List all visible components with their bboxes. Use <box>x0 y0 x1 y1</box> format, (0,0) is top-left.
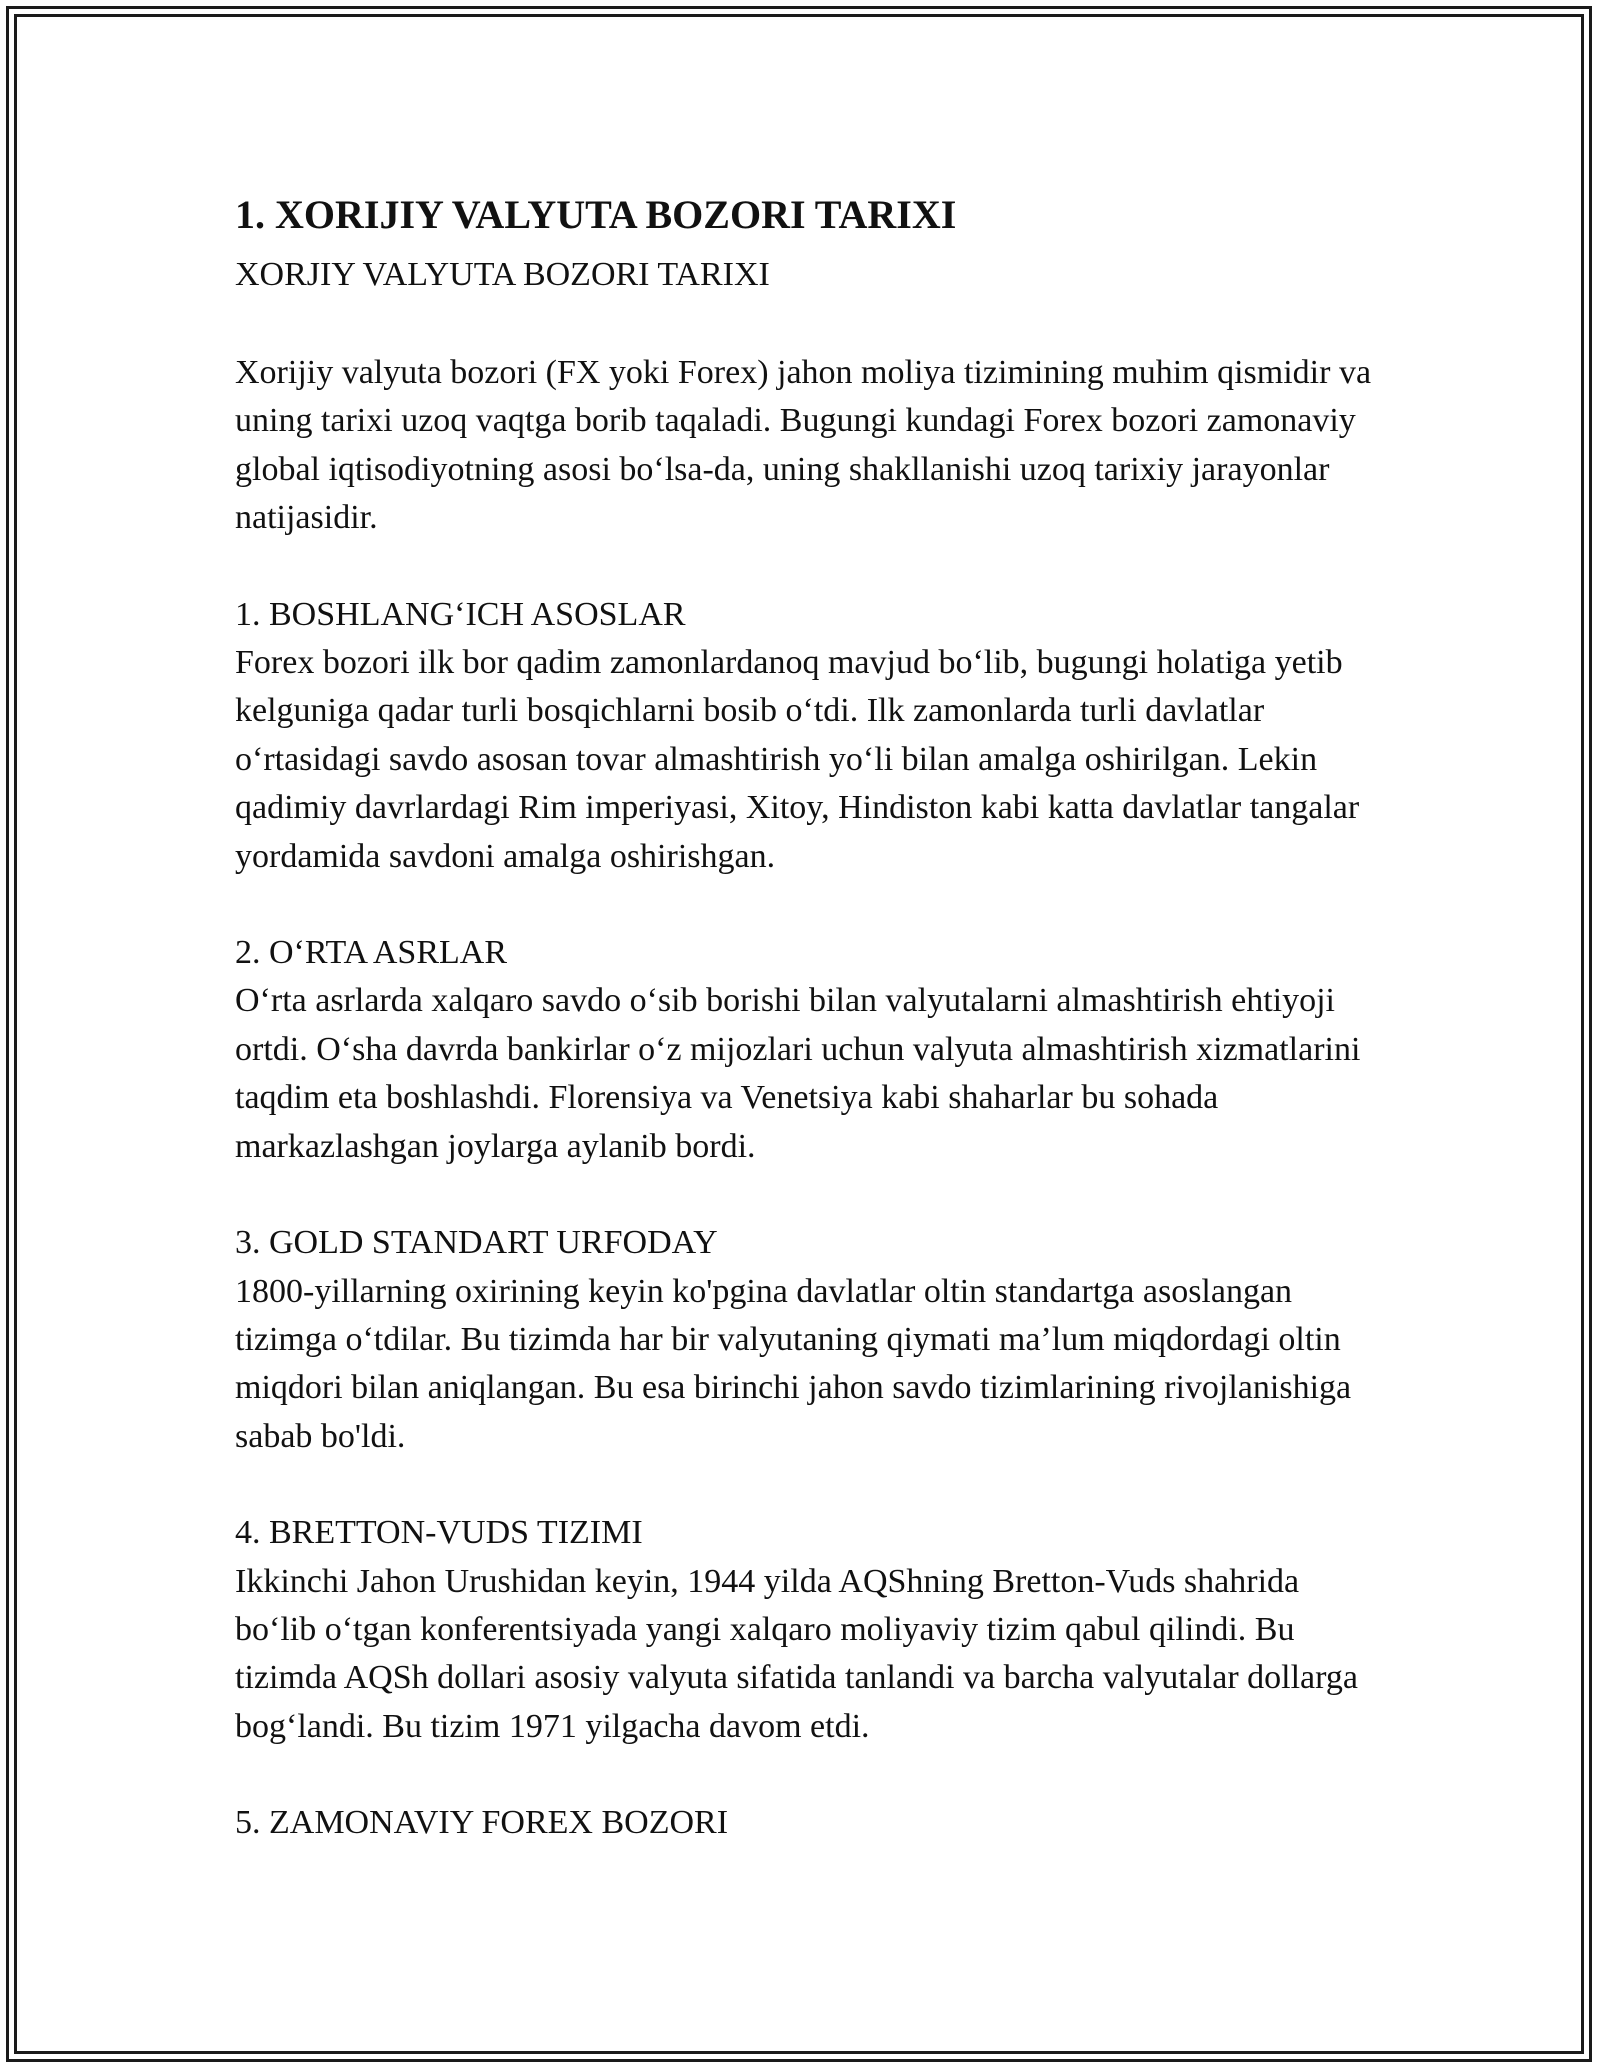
document-subtitle: XORJIY VALYUTA BOZORI TARIXI <box>235 256 770 293</box>
section-paragraph: Forex bozori ilk bor qadim zamonlardanoq mavjud bo‘lib, bugungi holatiga yetib kelguniga qadar turli bosqichlarni bosib o‘tdi. Ilk zamonlarda turli davlatlar o‘rtasidagi savdo asosan tovar almashtirish yo‘li bilan amalga oshirilgan. Lekin qadimiy davrlardagi Rim imperiyasi, Xitoy, Hindiston kabi katta davlatlar tangalar yordamida savdoni amalga oshirishgan. <box>235 644 1360 875</box>
section-boshlangich-asoslar <box>235 591 1375 881</box>
section-paragraph: Ikkinchi Jahon Urushidan keyin, 1944 yilda AQShning Bretton-Vuds shahrida bo‘lib o‘tgan konferentsiyada yangi xalqaro moliyaviy tizim qabul qilindi. Bu tizimda AQSh dollari asosiy valyuta sifatida tanlandi va barcha valyutalar dollarga bog‘landi. Bu tizim 1971 yilgacha davom etdi. <box>235 1562 1358 1745</box>
document-body <box>235 183 1375 1848</box>
intro-paragraph: Xorijiy valyuta bozori (FX yoki Forex) jahon moliya tizimining muhim qismidir va uning tarixi uzoq vaqtga borib taqaladi. Bugungi kundagi Forex bozori zamonaviy global iqtisodiyotning asosi bo‘lsa-da, uning shakllanishi uzoq tarixiy jarayonlar natijasidir. <box>235 354 1372 537</box>
section-zamonaviy-forex <box>235 1799 1375 1847</box>
section-heading: 4. BRETTON-VUDS TIZIMI <box>235 1514 643 1552</box>
document-title: 1. XORIJIY VALYUTA BOZORI TARIXI <box>235 192 957 237</box>
section-bretton-vuds <box>235 1509 1375 1751</box>
section-heading: 1. BOSHLANG‘ICH ASOSLAR <box>235 595 686 633</box>
section-heading: 5. ZAMONAVIY FOREX BOZORI <box>235 1804 729 1842</box>
section-gold-standart <box>235 1219 1375 1461</box>
section-paragraph: O‘rta asrlarda xalqaro savdo o‘sib borishi bilan valyutalarni almashtirish ehtiyoji ortdi. O‘sha davrda bankirlar o‘z mijozlari uchun valyuta almashtirish xizmatlarini taqdim eta boshlashdi. Florensiya va Venetsiya kabi shaharlar bu sohada markazlashgan joylarga aylanib bordi. <box>235 982 1361 1165</box>
section-paragraph: 1800-yillarning oxirining keyin ko'pgina davlatlar oltin standartga asoslangan tizimga o‘tdilar. Bu tizimda har bir valyutaning qiymati ma’lum miqdordagi oltin miqdori bilan aniqlangan. Bu esa birinchi jahon savdo tizimlarining rivojlanishiga sabab bo'ldi. <box>235 1272 1352 1455</box>
section-orta-asrlar <box>235 929 1375 1171</box>
section-heading: 3. GOLD STANDART URFODAY <box>235 1224 718 1262</box>
section-heading: 2. O‘RTA ASRLAR <box>235 934 507 972</box>
